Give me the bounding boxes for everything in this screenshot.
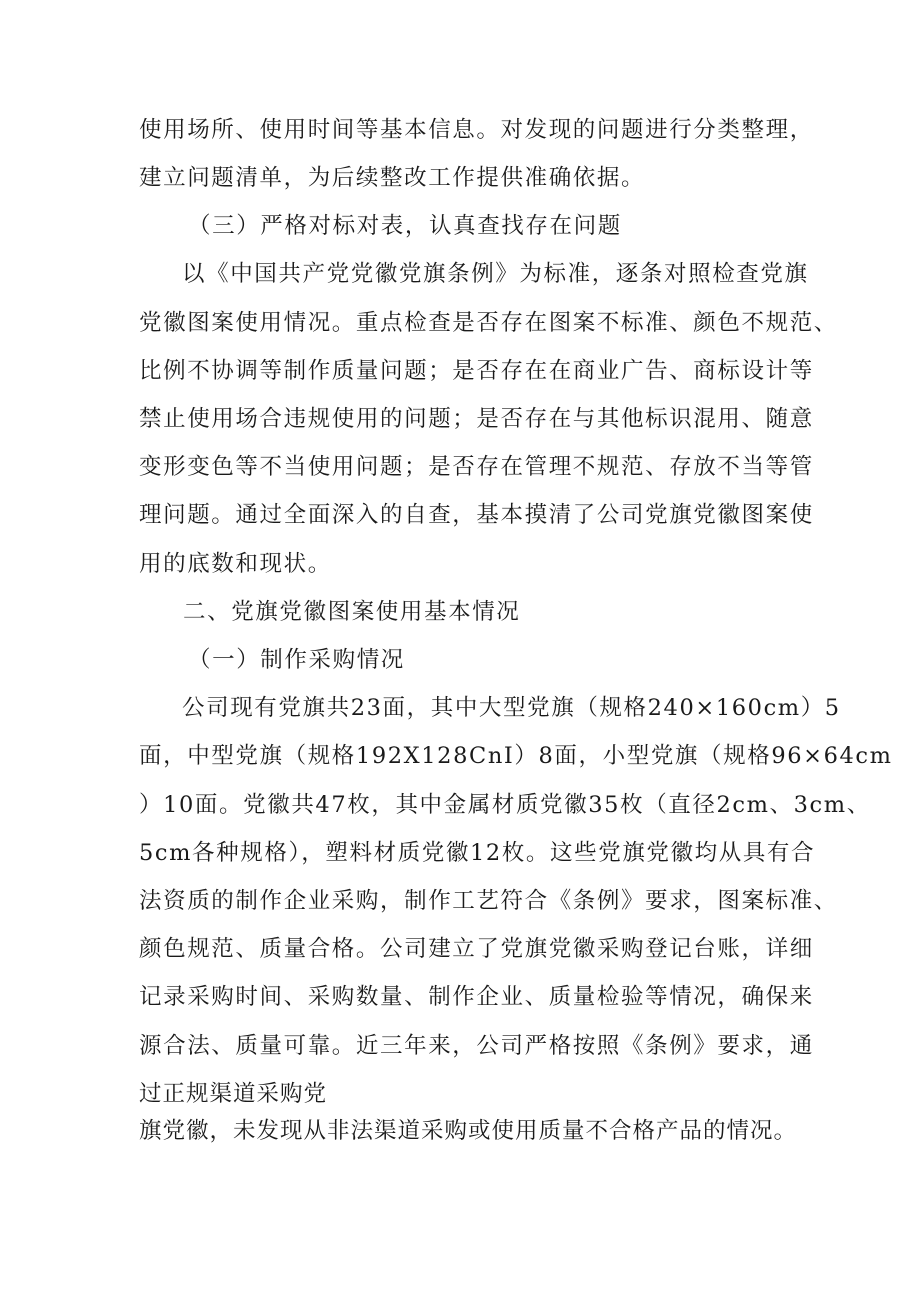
paragraph-line: 建立问题清单，为后续整改工作提供准确依据。 (139, 165, 646, 191)
paragraph-line: 公司现有党旗共23面，其中大型党旗（规格240×160cm）5 (182, 695, 841, 721)
paragraph-line: 以《中国共产党党徽党旗条例》为标准，逐条对照检查党旗 (182, 261, 809, 287)
paragraph-line: 党徽图案使用情况。重点检查是否存在图案不标准、颜色不规范、 (139, 310, 838, 336)
paragraph-line: 禁止使用场合违规使用的问题；是否存在与其他标识混用、随意 (139, 406, 814, 432)
section-heading-2: 二、党旗党徽图案使用基本情况 (183, 599, 521, 625)
paragraph-line: 使用场所、使用时间等基本信息。对发现的问题进行分类整理， (139, 117, 814, 143)
paragraph-line: ）10面。党徽共47枚，其中金属材质党徽35枚（直径2cm、3cm、 (139, 792, 871, 818)
paragraph-line: 面，中型党旗（规格192X128CnI）8面，小型党旗（规格96×64cm (139, 743, 893, 769)
paragraph-line: 法资质的制作企业采购，制作工艺符合《条例》要求，图案标准、 (139, 888, 838, 914)
paragraph-line: 5cm各种规格），塑料材质党徽12枚。这些党旗党徽均从具有合 (139, 840, 816, 866)
paragraph-line: 源合法、质量可靠。近三年来，公司严格按照《条例》要求，通 (139, 1033, 814, 1059)
paragraph-line: 记录采购时间、采购数量、制作企业、质量检验等情况，确保来 (139, 984, 814, 1010)
paragraph-line: 旗党徽，未发现从非法渠道采购或使用质量不合格产品的情况。 (139, 1118, 798, 1144)
paragraph-line: 用的底数和现状。 (139, 551, 332, 577)
section-heading-3: （三）严格对标对表，认真查找存在问题 (188, 213, 622, 239)
paragraph-line: 过正规渠道采购党 (139, 1081, 328, 1107)
paragraph-line: 变形变色等不当使用问题；是否存在管理不规范、存放不当等管 (139, 454, 814, 480)
paragraph-line: 颜色规范、质量合格。公司建立了党旗党徽采购登记台账，详细 (139, 936, 814, 962)
section-heading-2-1: （一）制作采购情况 (188, 647, 405, 673)
paragraph-line: 理问题。通过全面深入的自查，基本摸清了公司党旗党徽图案使 (139, 502, 814, 528)
paragraph-line: 比例不协调等制作质量问题；是否存在在商业广告、商标设计等 (139, 358, 814, 384)
